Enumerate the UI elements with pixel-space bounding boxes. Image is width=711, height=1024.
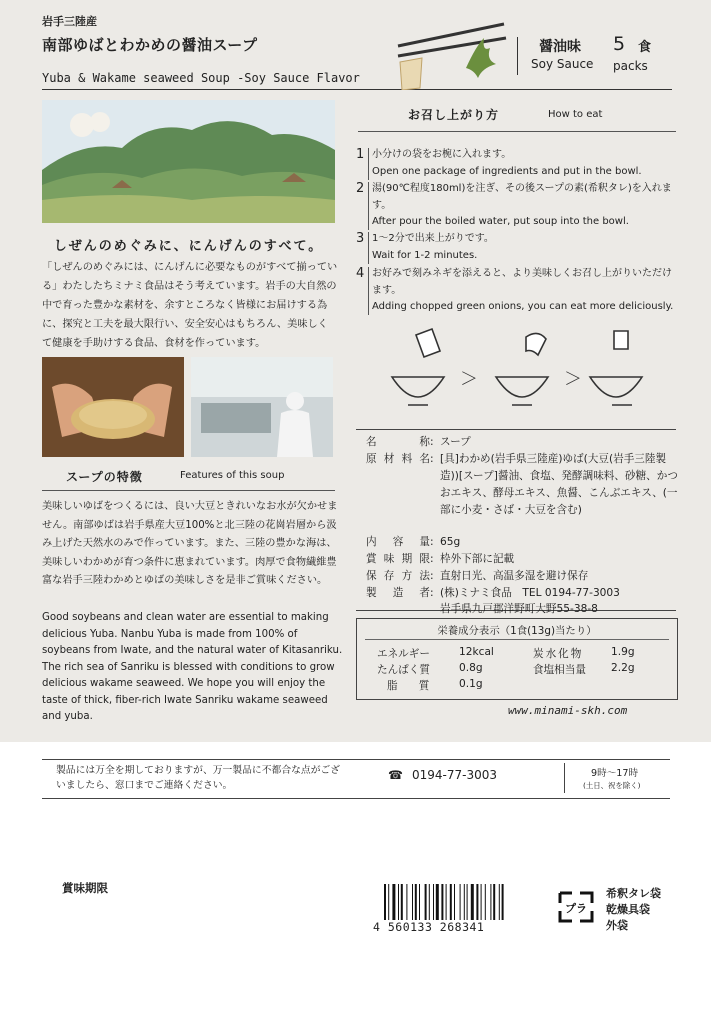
howto-heading [360,102,676,126]
howto-step [356,266,676,316]
spec-value: 岩手県九戸郡洋野町大野55-38-8 [440,603,598,615]
spec-sep: : [430,436,434,448]
spec-label: 原材料名 [366,453,430,465]
howto-step [356,147,676,181]
step-text-jp: お好みで刻みネギを添えると、より美味しくお召し上がりいただけます。 [372,268,672,296]
howto-step [356,181,676,231]
nutrition-value: 0.1g [459,678,483,690]
spec-value: 65g [440,536,461,548]
step-arrow: ＞ [460,369,478,390]
factory-photo [191,357,333,457]
step-number: 2 [356,181,365,196]
step-bar [368,182,369,230]
preparation-steps-illustration [386,325,646,419]
spec-row [366,434,666,451]
recycle-mark-icon [554,887,598,927]
barcode-number: 4 560133 268341 [373,920,485,934]
website-url[interactable]: www.minami-skh.com [508,704,628,717]
spec-sep: : [430,570,434,582]
business-hours: 9時～17時 [591,768,639,779]
nutrition-label: エネルギー [377,648,430,660]
nutrition-value: 0.8g [459,662,483,674]
spec-value: [具]わかめ(岩手県三陸産)ゆば(大豆(岩手三陸製造))[スープ]醤油、食塩、発酵調味料、砂糖、かつおエキス、酵母エキス、魚醤、こんぶエキス、(一部に小麦・さば・大豆を含む) [440,453,678,516]
recycle-item: 希釈タレ袋 [606,887,661,900]
expiry-label: 賞味期限 [62,881,108,895]
spec-row [366,598,666,615]
features-title-en: Features of this soup [180,470,285,481]
spec-sep: : [430,536,434,548]
pack-count: 5 [613,33,626,55]
phone-number[interactable]: 0194-77-3003 [412,768,498,782]
spec-value: スープ [440,436,471,448]
tagline: しぜんのめぐみに、にんげんのすべて。 [53,239,324,254]
spec-row [366,451,678,536]
nutrition-value: 12kcal [459,646,494,658]
flavor-box [517,33,677,79]
business-hours-note: (土日、祝を除く) [583,781,641,790]
features-heading [42,466,335,486]
step-text [372,181,676,231]
spec-label: 名称 [366,436,430,448]
pack-count-unit-jp: 食 [638,40,652,55]
spec-value: (株)ミナミ食品 TEL 0194-77-3003 [440,587,620,599]
step-text [372,266,676,316]
notice-text: 製品には万全を期しておりますが、万一製品に不都合な点がございましたら、窓口までご連絡ください。 [56,765,341,791]
flavor-divider [517,37,518,75]
spec-sep: : [430,553,434,565]
nutrition-value: 2.2g [611,662,635,674]
nutrition-label: 脂 質 [387,680,430,692]
region-label: 岩手三陸産 [42,15,97,28]
flavor-jp: 醤油味 [539,39,581,55]
product-name-en: Yuba & Wakame seaweed Soup -Soy Sauce Flavor [42,71,360,85]
intro-text: 「しぜんのめぐみには、にんげんに必要なものがすべて揃っている」わたしたちミナミ食品はそう考えています。岩手の大自然の中で育った豊かな素材を、余すところなく皆様にお届けする為に、探究と工夫を最大限行い、安全安心はもちろん、美味しくて健康を手助けする食品、食材を作っています。 [42,262,338,349]
spec-value: 枠外下部に記載 [440,553,515,565]
recycle-mark-label: プラ [565,902,587,915]
landscape-illustration [42,100,335,223]
features-title-jp: スープの特徴 [66,470,143,484]
soybeans-photo [42,357,184,457]
howto-divider [358,131,676,132]
chopsticks-yuba-illustration [392,18,512,90]
header-divider [42,89,672,90]
recycle-items [606,886,661,934]
phone-icon: ☎ [388,768,403,782]
recycle-item: 外袋 [606,919,628,932]
nutrition-label: 炭水化物 [533,648,584,660]
product-spec-table [356,429,678,615]
hours-box [564,763,669,793]
spec-row [366,568,666,585]
howto-title-jp: お召し上がり方 [408,108,500,122]
spec-label: 賞味期限 [366,553,430,565]
features-divider [42,490,335,491]
spec-value: 直射日光、高温多湿を避け保存 [440,570,589,582]
howto-step [356,231,676,265]
recycle-item: 乾燥具袋 [606,903,650,916]
step-text-en: Wait for 1-2 minutes. [372,249,478,261]
nutrition-table [356,618,678,700]
step-text-en: After pour the boiled water, put soup into the bowl. [372,216,629,227]
step-text-jp: 小分けの袋をお椀に入れます。 [372,149,512,160]
step-number: 4 [356,266,365,281]
step-text [372,147,676,180]
step-bar [368,148,369,180]
spec-sep: : [430,453,434,465]
step-text [372,231,676,264]
step-number: 3 [356,231,365,246]
step-text-en: Open one package of ingredients and put in the bowl. [372,165,642,177]
step-bar [368,267,369,315]
spec-label: 保存方法 [366,570,430,582]
nutrition-label: たんぱく質 [377,664,430,676]
nutrition-divider [365,639,669,640]
step-bar [368,232,369,264]
howto-title-en: How to eat [548,109,603,120]
nutrition-value: 1.9g [611,646,635,658]
pack-count-unit-en: packs [613,59,648,73]
flavor-en: Soy Sauce [531,57,594,71]
spec-sep: : [430,587,434,599]
product-name: 南部ゆばとわかめの醤油スープ [42,36,258,54]
contact-notice [42,759,670,799]
step-text-en: Adding chopped green onions, you can eat more deliciously. [372,301,674,312]
step-arrow: ＞ [564,369,582,390]
spec-label: 製造者 [366,587,430,599]
step-text-jp: 湯(90℃程度180ml)を注ぎ、その後スープの素(希釈タレ)を入れます。 [372,183,672,211]
nutrition-title: 栄養成分表示（1食(13g)当たり） [437,625,597,637]
spec-row [366,534,666,551]
spec-label: 内容量 [366,536,430,548]
nutrition-label: 食塩相当量 [533,664,586,676]
step-text-jp: 1～2分で出来上がりです。 [372,233,494,244]
features-body-jp: 美味しいゆばをつくるには、良い大豆ときれいなお水が欠かせません。南部ゆばは岩手県産大豆100%と北三陸の花崗岩層から汲み上げた天然水のみで作っています。また、三陸の豊かな海は、美味しいわかめが育つ条件に恵まれています。肉厚で食物繊維豊富な岩手三陸わかめとゆばの美味しさを是非ご賞味ください。 [42,501,338,587]
step-number: 1 [356,147,365,162]
spec-row [366,551,666,568]
features-body-en: Good soybeans and clean water are essential to making delicious Yuba. Nanbu Yuba is made from 100% of soybeans from Iwate, and the natural water of Kitasanriku. The rich sea of Sanriku is blessed with conditions to grow delicious wakame seaweed. We hope you will enjoy the taste of thick, fiber-rich Iwate Sanriku wakame seaweed and yuba. [42,612,343,722]
